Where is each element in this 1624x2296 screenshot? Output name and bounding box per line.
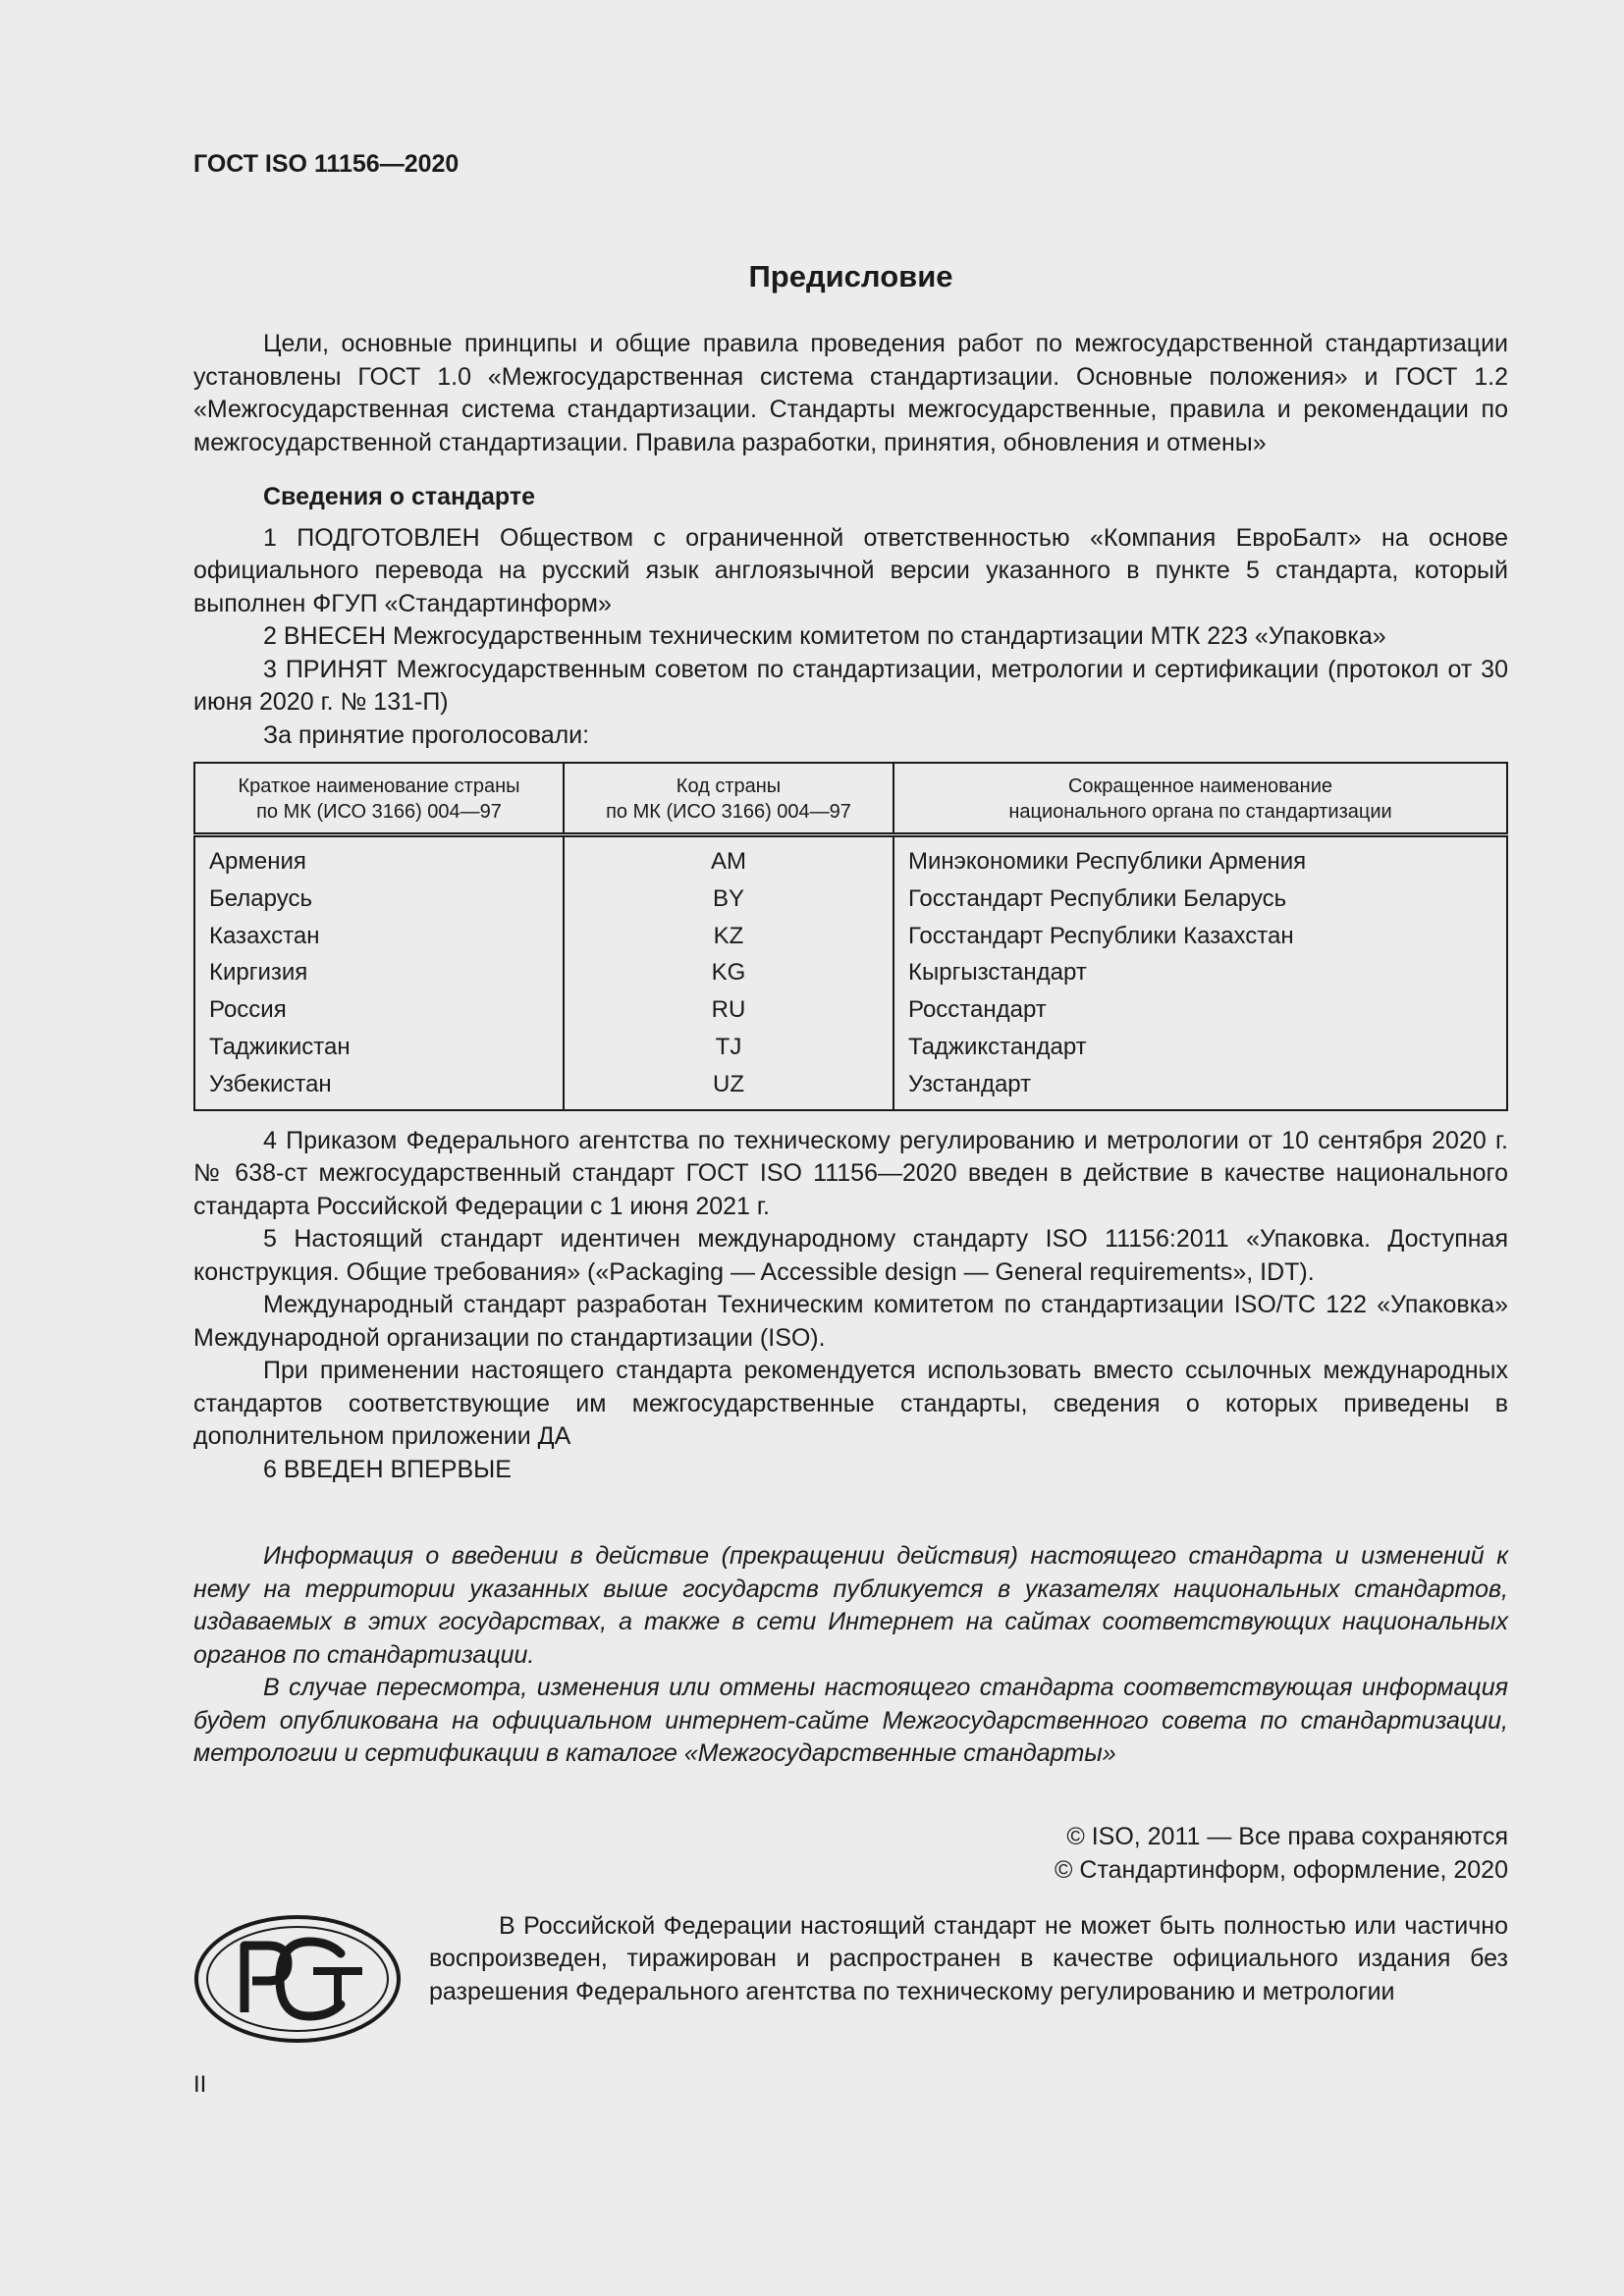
country-name-cell: Беларусь (209, 884, 312, 912)
country-name-cell: Россия (209, 996, 287, 1024)
voting-states-table (193, 762, 1508, 1111)
national-body-cell: Минэкономики Республики Армения (893, 835, 1507, 881)
table-row (194, 991, 1507, 1029)
table-row (194, 918, 1507, 955)
national-body-cell: Таджикстандарт (893, 1029, 1507, 1066)
info-paragraph-revision: В случае пересмотра, изменения или отмены настоящего стандарта соответствующая информация будет опубликована на официальном интернет-сайте Межгосударственного совета по стандартизации, метрологии и сертификации в каталоге «Межгосударственные стандарты» (193, 1674, 1508, 1768)
country-code-cell: RU (564, 991, 893, 1029)
country-code-cell: UZ (564, 1066, 893, 1110)
item-5-application: При применении настоящего стандарта рекомендуется использовать вместо ссылочных международных стандартов соответствующие им межгосударственные стандарты, сведения о которых приведены в дополнительном приложении ДА (193, 1357, 1508, 1451)
country-code-cell: KZ (564, 918, 893, 955)
document-page (193, 147, 1508, 2057)
copyright-iso: © ISO, 2011 — Все права сохраняются (1066, 1822, 1508, 1850)
item-5-identical: 5 Настоящий стандарт идентичен международному стандарту ISO 11156:2011 «Упаковка. Доступная конструкция. Общие требования» («Packaging — Accessible design — General requirements», IDT). (193, 1225, 1508, 1286)
header-country-code: Код страны по МК (ИСО 3166) 004—97 (564, 763, 893, 835)
reproduction-notice-block (193, 1910, 1508, 2057)
item-2-introduced: 2 ВНЕСЕН Межгосударственным техническим комитетом по стандартизации МТК 223 «Упаковка» (263, 622, 1386, 650)
item-3-adopted: 3 ПРИНЯТ Межгосударственным советом по стандартизации, метрологии и сертификации (протокол от 30 июня 2020 г. № 131-П) (193, 655, 1508, 716)
country-name-cell: Узбекистан (209, 1070, 332, 1097)
table-header-row (194, 763, 1507, 835)
rst-logo-icon (193, 1914, 402, 2044)
header-country-name: Краткое наименование страны по МК (ИСО 3166) 004—97 (194, 763, 564, 835)
page-title: Предисловие (748, 259, 953, 294)
national-body-cell: Узстандарт (893, 1066, 1507, 1110)
item-6-first-introduced: 6 ВВЕДЕН ВПЕРВЫЕ (263, 1455, 512, 1483)
info-paragraph-publication: Информация о введении в действие (прекращении действия) настоящего стандарта и изменений к нему на территории указанных выше государств публикуется в указателях национальных стандартов, издаваемых в этих государствах, а также в сети Интернет на сайтах соответствующих национальных органов по стандартизации. (193, 1542, 1508, 1669)
country-code-cell: TJ (564, 1029, 893, 1066)
page-number: II (193, 2071, 207, 2098)
country-name-cell: Казахстан (209, 922, 320, 949)
reproduction-notice: В Российской Федерации настоящий стандарт не может быть полностью или частично воспроизведен, тиражирован и распространен в качестве официального издания без разрешения Федерального агентства по техническому регулированию и метрологии (429, 1911, 1508, 2005)
table-row (194, 1029, 1507, 1066)
info-block (193, 1540, 1508, 1771)
item-5-developer: Международный стандарт разработан Техническим комитетом по стандартизации ISO/TC 122 «Упаковка» Международной организации по стандартизации (ISO). (193, 1291, 1508, 1352)
item-4-order: 4 Приказом Федерального агентства по техническому регулированию и метрологии от 10 сентября 2020 г. № 638-ст межгосударственный стандарт ГОСТ ISO 11156—2020 введен в действие в качестве национального стандарта Российской Федерации с 1 июня 2021 г. (193, 1126, 1508, 1220)
country-code-cell: KG (564, 954, 893, 991)
country-name-cell: Киргизия (209, 959, 308, 987)
header-national-body: Сокращенное наименование национального органа по стандартизации (893, 763, 1507, 835)
country-code-cell: BY (564, 881, 893, 918)
national-body-cell: Кыргызстандарт (893, 954, 1507, 991)
national-body-cell: Госстандарт Республики Казахстан (893, 918, 1507, 955)
table-row (194, 881, 1507, 918)
national-body-cell: Госстандарт Республики Беларусь (893, 881, 1507, 918)
country-code-cell: AM (564, 835, 893, 881)
country-name-cell: Таджикистан (209, 1033, 351, 1060)
copyright-standartinform: © Стандартинформ, оформление, 2020 (1055, 1855, 1508, 1884)
table-row (194, 835, 1507, 881)
copyright-block (193, 1820, 1508, 1887)
document-code: ГОСТ ISO 11156—2020 (193, 150, 460, 178)
section-heading: Сведения о стандарте (263, 483, 536, 510)
national-body-cell: Росстандарт (893, 991, 1507, 1029)
country-name-cell: Армения (209, 848, 306, 875)
intro-paragraph: Цели, основные принципы и общие правила проведения работ по межгосударственной стандартизации установлены ГОСТ 1.0 «Межгосударственная система стандартизации. Основные положения» и ГОСТ 1.2 «Межгосударственная система стандартизации. Стандарты межгосударственные, правила и рекомендации по межгосударственной стандартизации. Правила разработки, принятия, обновления и отмены» (193, 330, 1508, 456)
item-1-prepared: 1 ПОДГОТОВЛЕН Обществом с ограниченной ответственностью «Компания ЕвроБалт» на основе официального перевода на русский язык англоязычной версии указанного в пункте 5 стандарта, который выполнен ФГУП «Стандартинформ» (193, 523, 1508, 617)
table-row (194, 954, 1507, 991)
table-row (194, 1066, 1507, 1110)
voted-label: За принятие проголосовали: (263, 721, 590, 749)
